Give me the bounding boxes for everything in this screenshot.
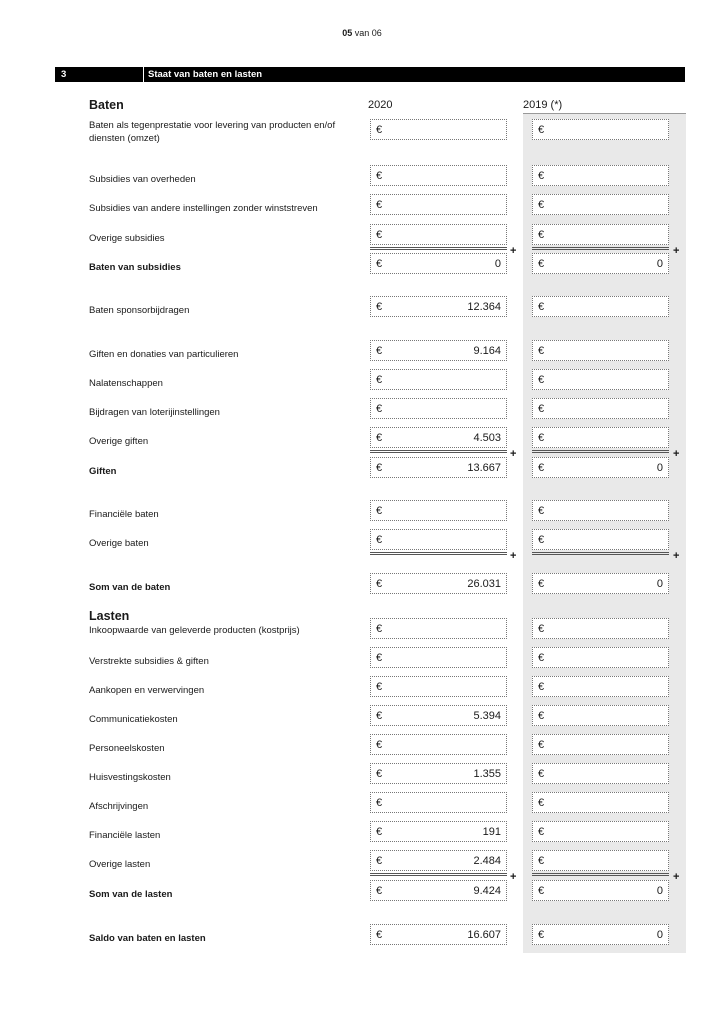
euro-sign: €	[376, 710, 383, 722]
euro-sign: €	[538, 170, 545, 182]
euro-sign: €	[376, 170, 383, 182]
amount-field-2020-financiele-baten[interactable]	[370, 500, 507, 521]
euro-sign: €	[538, 229, 545, 241]
amount-field-2020-giften-particulieren[interactable]	[370, 340, 507, 361]
row-nalatenschappen	[0, 369, 724, 393]
label-nalatenschappen: Nalatenschappen	[89, 378, 163, 389]
amount-field-2020-giften[interactable]	[370, 457, 507, 478]
row-personeelskosten	[0, 734, 724, 758]
amount-field-2019-giften-particulieren[interactable]	[532, 340, 669, 361]
euro-sign: €	[376, 739, 383, 751]
row-loterijinstellingen	[0, 398, 724, 422]
amount-field-2020-inkoopwaarde[interactable]	[370, 618, 507, 639]
amount-field-2020-overige-subsidies[interactable]	[370, 224, 507, 245]
section-title: Staat van baten en lasten	[148, 69, 263, 80]
amount-field-2019-overige-lasten[interactable]	[532, 850, 669, 871]
amount-field-2020-subsidies-instellingen[interactable]	[370, 194, 507, 215]
euro-sign: €	[376, 124, 383, 136]
euro-sign: €	[538, 652, 545, 664]
amount-value: 0	[656, 578, 663, 590]
page-current: 05	[342, 28, 353, 38]
label-loterijinstellingen: Bijdragen van loterijinstellingen	[89, 407, 220, 418]
amount-value: 9.164	[473, 345, 501, 357]
amount-field-2020-som-van-de-baten[interactable]	[370, 573, 507, 594]
amount-field-2019-huisvestingskosten[interactable]	[532, 763, 669, 784]
row-sponsorbijdragen	[0, 296, 724, 320]
label-giften: Giften	[89, 466, 117, 477]
amount-field-2019-baten-van-subsidies[interactable]	[532, 253, 669, 274]
amount-field-2019-financiele-lasten[interactable]	[532, 821, 669, 842]
amount-field-2020-loterijinstellingen[interactable]	[370, 398, 507, 419]
amount-field-2020-personeelskosten[interactable]	[370, 734, 507, 755]
amount-field-2019-loterijinstellingen[interactable]	[532, 398, 669, 419]
amount-value: 26.031	[467, 578, 501, 590]
subtotal-rule	[370, 875, 507, 876]
amount-field-2019-saldo[interactable]	[532, 924, 669, 945]
row-afschrijvingen	[0, 792, 724, 816]
row-verstrekte-subsidies	[0, 647, 724, 671]
row-communicatiekosten	[0, 705, 724, 729]
row-inkoopwaarde	[0, 618, 724, 642]
amount-field-2020-overige-giften[interactable]	[370, 427, 507, 448]
label-inkoopwaarde: Inkoopwaarde van geleverde producten (kostprijs)	[89, 625, 300, 636]
euro-sign: €	[376, 578, 383, 590]
amount-field-2019-aankopen[interactable]	[532, 676, 669, 697]
euro-sign: €	[538, 710, 545, 722]
euro-sign: €	[538, 505, 545, 517]
subtotal-rule	[370, 554, 507, 555]
euro-sign: €	[376, 797, 383, 809]
row-som-van-de-baten	[0, 573, 724, 597]
label-baten-van-subsidies: Baten van subsidies	[89, 262, 181, 273]
page-of: van 06	[354, 28, 382, 38]
amount-field-2019-nalatenschappen[interactable]	[532, 369, 669, 390]
page-number	[0, 28, 724, 38]
subtotal-rule	[532, 554, 669, 555]
subtotal-rule	[532, 873, 669, 874]
euro-sign: €	[376, 652, 383, 664]
row-financiele-baten	[0, 500, 724, 524]
column-header-previous-year: 2019 (*)	[523, 99, 563, 111]
euro-sign: €	[376, 885, 383, 897]
euro-sign: €	[538, 623, 545, 635]
section-header-bar	[55, 67, 685, 82]
euro-sign: €	[376, 855, 383, 867]
row-baten-van-subsidies	[0, 253, 724, 277]
row-omzet	[0, 119, 724, 143]
label-huisvestingskosten: Huisvestingskosten	[89, 772, 171, 783]
euro-sign: €	[376, 229, 383, 241]
amount-field-2019-subsidies-instellingen[interactable]	[532, 194, 669, 215]
label-giften-particulieren: Giften en donaties van particulieren	[89, 349, 239, 360]
amount-value: 0	[656, 462, 663, 474]
amount-value: 4.503	[473, 432, 501, 444]
euro-sign: €	[538, 199, 545, 211]
amount-field-2020-afschrijvingen[interactable]	[370, 792, 507, 813]
euro-sign: €	[538, 301, 545, 313]
amount-field-2020-saldo[interactable]	[370, 924, 507, 945]
subtotal-rule	[532, 452, 669, 453]
label-financiele-lasten: Financiële lasten	[89, 830, 161, 841]
row-overige-baten	[0, 529, 724, 553]
amount-value: 13.667	[467, 462, 501, 474]
label-overige-baten: Overige baten	[89, 538, 149, 549]
row-financiele-lasten	[0, 821, 724, 845]
euro-sign: €	[538, 768, 545, 780]
plus-sign: +	[510, 245, 517, 257]
euro-sign: €	[376, 345, 383, 357]
label-overige-giften: Overige giften	[89, 436, 149, 447]
amount-field-2019-overige-giften[interactable]	[532, 427, 669, 448]
amount-value: 9.424	[473, 885, 501, 897]
amount-field-2020-huisvestingskosten[interactable]	[370, 763, 507, 784]
row-huisvestingskosten	[0, 763, 724, 787]
amount-field-2019-som-van-de-lasten[interactable]	[532, 880, 669, 901]
amount-field-2019-subsidies-overheden[interactable]	[532, 165, 669, 186]
euro-sign: €	[538, 403, 545, 415]
euro-sign: €	[538, 462, 545, 474]
row-subsidies-overheden	[0, 165, 724, 189]
plus-sign: +	[673, 550, 680, 562]
label-financiele-baten: Financiële baten	[89, 509, 159, 520]
euro-sign: €	[376, 505, 383, 517]
previous-year-top-rule	[523, 113, 686, 114]
label-sponsorbijdragen: Baten sponsorbijdragen	[89, 305, 190, 316]
subtotal-rule	[370, 552, 507, 553]
label-overige-subsidies: Overige subsidies	[89, 233, 165, 244]
euro-sign: €	[376, 826, 383, 838]
euro-sign: €	[376, 681, 383, 693]
subtotal-rule	[532, 249, 669, 250]
amount-field-2020-aankopen[interactable]	[370, 676, 507, 697]
amount-field-2019-overige-subsidies[interactable]	[532, 224, 669, 245]
label-communicatiekosten: Communicatiekosten	[89, 714, 178, 725]
amount-value: 0	[656, 885, 663, 897]
euro-sign: €	[538, 345, 545, 357]
subtotal-rule	[370, 247, 507, 248]
amount-field-2020-omzet[interactable]	[370, 119, 507, 140]
euro-sign: €	[538, 578, 545, 590]
euro-sign: €	[538, 826, 545, 838]
euro-sign: €	[376, 374, 383, 386]
label-aankopen: Aankopen en verwervingen	[89, 685, 205, 696]
amount-field-2019-sponsorbijdragen[interactable]	[532, 296, 669, 317]
label-som-van-de-baten: Som van de baten	[89, 582, 171, 593]
euro-sign: €	[376, 301, 383, 313]
subtotal-rule	[370, 452, 507, 453]
amount-field-2019-omzet[interactable]	[532, 119, 669, 140]
amount-field-2020-overige-lasten[interactable]	[370, 850, 507, 871]
amount-field-2019-verstrekte-subsidies[interactable]	[532, 647, 669, 668]
euro-sign: €	[376, 432, 383, 444]
amount-field-2020-sponsorbijdragen[interactable]	[370, 296, 507, 317]
amount-field-2019-communicatiekosten[interactable]	[532, 705, 669, 726]
amount-value: 0	[656, 929, 663, 941]
amount-value: 2.484	[473, 855, 501, 867]
row-giften-particulieren	[0, 340, 724, 364]
subtotal-rule	[370, 873, 507, 874]
euro-sign: €	[376, 623, 383, 635]
euro-sign: €	[538, 432, 545, 444]
amount-value: 16.607	[467, 929, 501, 941]
plus-sign: +	[673, 245, 680, 257]
subtotal-rule	[532, 875, 669, 876]
euro-sign: €	[376, 403, 383, 415]
plus-sign: +	[510, 871, 517, 883]
euro-sign: €	[376, 199, 383, 211]
euro-sign: €	[376, 929, 383, 941]
row-subsidies-instellingen	[0, 194, 724, 218]
row-giften	[0, 457, 724, 481]
plus-sign: +	[510, 448, 517, 460]
plus-sign: +	[673, 448, 680, 460]
euro-sign: €	[376, 258, 383, 270]
amount-field-2020-som-van-de-lasten[interactable]	[370, 880, 507, 901]
amount-field-2020-nalatenschappen[interactable]	[370, 369, 507, 390]
euro-sign: €	[538, 797, 545, 809]
label-overige-lasten: Overige lasten	[89, 859, 151, 870]
euro-sign: €	[538, 929, 545, 941]
euro-sign: €	[538, 534, 545, 546]
label-omzet: Baten als tegenprestatie voor levering van producten en/of diensten (omzet)	[89, 120, 336, 144]
amount-field-2020-communicatiekosten[interactable]	[370, 705, 507, 726]
euro-sign: €	[538, 681, 545, 693]
amount-value: 1.355	[473, 768, 501, 780]
label-subsidies-overheden: Subsidies van overheden	[89, 174, 196, 185]
amount-field-2020-verstrekte-subsidies[interactable]	[370, 647, 507, 668]
amount-field-2019-som-van-de-baten[interactable]	[532, 573, 669, 594]
row-som-van-de-lasten	[0, 880, 724, 904]
section-number: 3	[61, 69, 67, 80]
amount-value: 5.394	[473, 710, 501, 722]
euro-sign: €	[538, 855, 545, 867]
subtotal-rule	[532, 247, 669, 248]
amount-value: 0	[656, 258, 663, 270]
section-divider	[143, 67, 144, 82]
amount-field-2019-personeelskosten[interactable]	[532, 734, 669, 755]
lasten-heading: Lasten	[89, 609, 130, 623]
row-aankopen	[0, 676, 724, 700]
euro-sign: €	[538, 124, 545, 136]
amount-field-2020-baten-van-subsidies[interactable]	[370, 253, 507, 274]
label-subsidies-instellingen: Subsidies van andere instellingen zonder winststreven	[89, 203, 318, 214]
amount-field-2019-financiele-baten[interactable]	[532, 500, 669, 521]
row-saldo	[0, 924, 724, 948]
subtotal-rule	[532, 450, 669, 451]
label-som-van-de-lasten: Som van de lasten	[89, 889, 173, 900]
euro-sign: €	[538, 885, 545, 897]
label-personeelskosten: Personeelskosten	[89, 743, 165, 754]
euro-sign: €	[376, 534, 383, 546]
label-saldo: Saldo van baten en lasten	[89, 933, 206, 944]
amount-field-2019-overige-baten[interactable]	[532, 529, 669, 550]
amount-value: 191	[482, 826, 501, 838]
amount-field-2020-financiele-lasten[interactable]	[370, 821, 507, 842]
euro-sign: €	[538, 374, 545, 386]
euro-sign: €	[538, 739, 545, 751]
amount-field-2019-inkoopwaarde[interactable]	[532, 618, 669, 639]
label-afschrijvingen: Afschrijvingen	[89, 801, 149, 812]
plus-sign: +	[673, 871, 680, 883]
amount-field-2020-overige-baten[interactable]	[370, 529, 507, 550]
amount-value: 12.364	[467, 301, 501, 313]
euro-sign: €	[376, 462, 383, 474]
row-overige-giften	[0, 427, 724, 451]
amount-value: 0	[494, 258, 501, 270]
subtotal-rule	[370, 450, 507, 451]
amount-field-2019-afschrijvingen[interactable]	[532, 792, 669, 813]
column-header-current-year: 2020	[368, 99, 393, 111]
euro-sign: €	[376, 768, 383, 780]
amount-field-2020-subsidies-overheden[interactable]	[370, 165, 507, 186]
plus-sign: +	[510, 550, 517, 562]
label-verstrekte-subsidies: Verstrekte subsidies & giften	[89, 656, 209, 667]
subtotal-rule	[370, 249, 507, 250]
euro-sign: €	[538, 258, 545, 270]
baten-heading: Baten	[89, 98, 124, 112]
subtotal-rule	[532, 552, 669, 553]
row-overige-subsidies	[0, 224, 724, 248]
amount-field-2019-giften[interactable]	[532, 457, 669, 478]
row-overige-lasten	[0, 850, 724, 874]
